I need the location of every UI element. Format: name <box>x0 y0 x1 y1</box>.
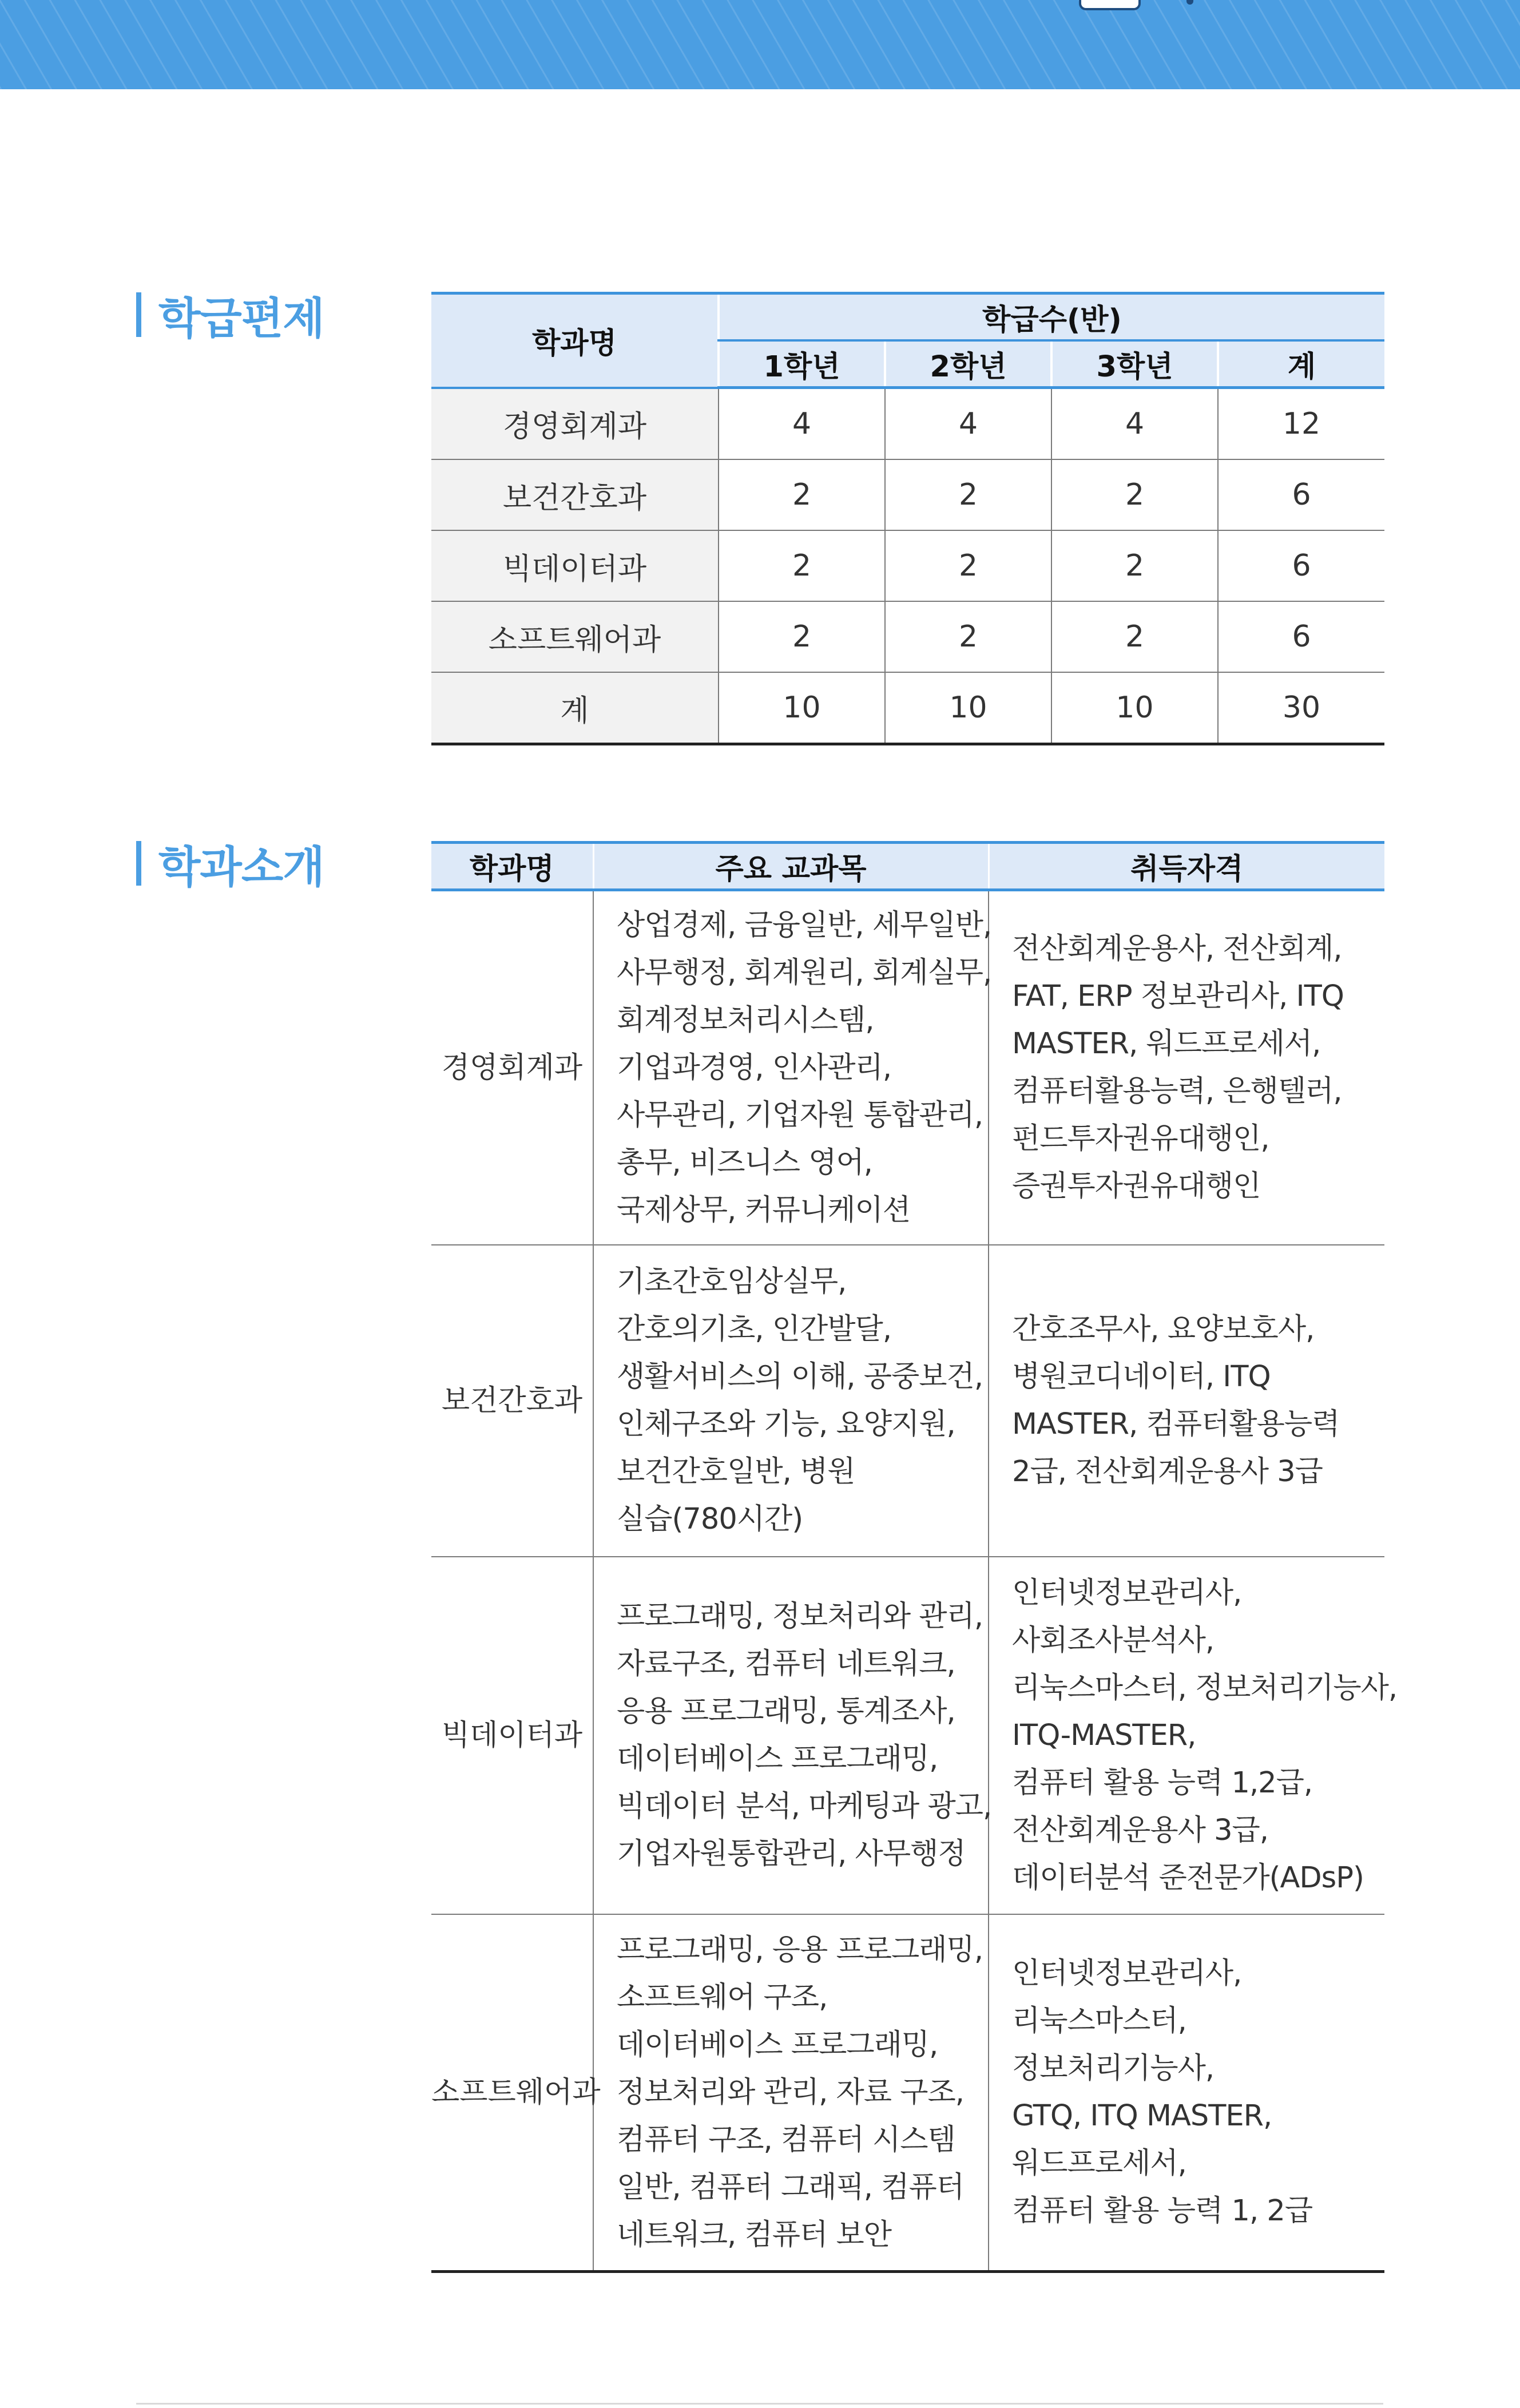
subject-line: 기업자원통합관리, 사무행정 <box>617 1837 966 1871</box>
table-row-total <box>431 672 1384 744</box>
cert-line: 인터넷정보관리사, <box>1012 1576 1242 1610</box>
cell-grade-2: 2 <box>885 601 1051 672</box>
header-subjects: 주요 교과목 <box>593 843 989 890</box>
cert-line: ITQ-MASTER, <box>1012 1718 1196 1752</box>
class-structure-table <box>431 292 1384 745</box>
subject-line: 응용 프로그래밍, 통계조사, <box>617 1695 955 1728</box>
table-row <box>431 601 1384 672</box>
cert-line: 전산회계운용사, 전산회계, <box>1012 932 1342 966</box>
cell-total: 6 <box>1218 530 1384 601</box>
cell-grade-1: 2 <box>719 601 885 672</box>
header-class-count: 학급수(반) <box>719 293 1384 341</box>
cert-line: 컴퓨터활용능력, 은행텔러, <box>1012 1074 1342 1109</box>
cell-grade-2: 10 <box>885 672 1051 744</box>
subject-line: 네트워크, 컴퓨터 보안 <box>617 2217 892 2252</box>
subject-line: 컴퓨터 구조, 컴퓨터 시스템 <box>617 2123 955 2157</box>
header-dept-name: 학과명 <box>431 843 593 890</box>
cert-line: 컴퓨터 활용 능력 1, 2급 <box>1012 2194 1313 2228</box>
title-bar-icon <box>136 841 141 886</box>
cell-grade-1: 4 <box>719 388 885 460</box>
subject-line: 자료구조, 컴퓨터 네트워크, <box>617 1647 955 1681</box>
subject-line: 프로그래밍, 정보처리와 관리, <box>617 1600 983 1633</box>
section-title-text: 학급편제 <box>158 292 324 344</box>
row-dept-name: 보건간호과 <box>431 459 719 530</box>
cell-grade-3: 10 <box>1051 672 1218 744</box>
subjects-cell <box>593 1914 989 2272</box>
cell-grade-2: 2 <box>885 530 1051 601</box>
cert-line: 2급, 전산회계운용사 3급 <box>1012 1455 1323 1489</box>
header-grade-3: 3학년 <box>1051 340 1218 388</box>
book-icon <box>1079 0 1141 10</box>
subject-line: 데이터베이스 프로그래밍, <box>617 2028 938 2062</box>
cert-line: 인터넷정보관리사, <box>1012 1957 1242 1991</box>
cert-line: 컴퓨터 활용 능력 1,2급, <box>1012 1766 1313 1800</box>
subject-line: 사무행정, 회계원리, 회계실무, <box>617 955 992 990</box>
subject-line: 간호의기초, 인간발달, <box>617 1312 892 1346</box>
cert-line: GTQ, ITQ MASTER, <box>1012 2099 1272 2133</box>
cell-grade-1: 2 <box>719 530 885 601</box>
cert-line: MASTER, 컴퓨터활용능력 <box>1012 1407 1340 1441</box>
table-row <box>431 1557 1384 1914</box>
subject-line: 정보처리와 관리, 자료 구조, <box>617 2075 964 2109</box>
row-dept-name: 계 <box>431 672 719 744</box>
dept-intro-table <box>431 841 1398 2273</box>
cell-total: 6 <box>1218 459 1384 530</box>
cert-line: 전산회계운용사 3급, <box>1012 1813 1268 1847</box>
cert-line: 워드프로세서, <box>1012 2147 1186 2181</box>
subject-line: 프로그래밍, 응용 프로그래밍, <box>617 1933 983 1967</box>
cert-line: 펀드투자권유대행인, <box>1012 1122 1269 1156</box>
cert-line: 리눅스마스터, <box>1012 2004 1186 2038</box>
row-dept-name: 경영회계과 <box>431 388 719 460</box>
cert-line: 간호조무사, 요양보호사, <box>1012 1312 1315 1346</box>
cell-grade-3: 2 <box>1051 459 1218 530</box>
certs-cell <box>989 1245 1384 1557</box>
subject-line: 실습(780시간) <box>617 1502 803 1536</box>
subject-line: 기초간호임상실무, <box>617 1265 847 1299</box>
cert-line: 증권투자권유대행인 <box>1012 1169 1261 1204</box>
header-grade-1: 1학년 <box>719 340 885 388</box>
bottom-divider <box>136 2403 1383 2405</box>
cell-grade-2: 2 <box>885 459 1051 530</box>
subjects-cell <box>593 890 992 1245</box>
subject-line: 사무관리, 기업자원 통합관리, <box>617 1098 983 1132</box>
certs-cell <box>989 1557 1398 1914</box>
certs-cell <box>989 1914 1384 2272</box>
header-certs: 취득자격 <box>989 843 1384 890</box>
cert-line: 리눅스마스터, 정보처리기능사, <box>1012 1671 1398 1705</box>
cert-line: MASTER, 워드프로세서, <box>1012 1027 1321 1061</box>
subject-line: 기업과경영, 인사관리, <box>617 1050 892 1085</box>
title-bar-icon <box>136 292 141 337</box>
subject-line: 빅데이터 분석, 마케팅과 광고, <box>617 1790 992 1823</box>
cell-total: 6 <box>1218 601 1384 672</box>
section-title-text: 학과소개 <box>158 841 324 892</box>
subject-line: 소프트웨어 구조, <box>617 1980 828 2014</box>
table-row <box>431 1245 1384 1557</box>
dot-icon <box>1186 0 1193 5</box>
table-row <box>431 459 1384 530</box>
table-row <box>431 530 1384 601</box>
cell-grade-2: 4 <box>885 388 1051 460</box>
header-grade-2: 2학년 <box>885 340 1051 388</box>
table-row <box>431 1914 1384 2272</box>
cell-total: 12 <box>1218 388 1384 460</box>
subjects-cell <box>593 1557 992 1914</box>
section-title-dept-intro <box>136 838 324 892</box>
cell-total: 30 <box>1218 672 1384 744</box>
subject-line: 데이터베이스 프로그래밍, <box>617 1742 938 1776</box>
row-dept-name: 보건간호과 <box>431 1245 593 1557</box>
header-dept-name: 학과명 <box>431 293 719 388</box>
certs-cell <box>989 890 1384 1245</box>
subject-line: 회계정보처리시스템, <box>617 1003 874 1037</box>
cert-line: 데이터분석 준전문가(ADsP) <box>1012 1860 1364 1895</box>
subjects-cell <box>593 1245 989 1557</box>
row-dept-name: 빅데이터과 <box>431 530 719 601</box>
top-banner <box>0 0 1520 89</box>
subject-line: 국제상무, 커뮤니케이션 <box>617 1193 911 1227</box>
cert-line: FAT, ERP 정보관리사, ITQ <box>1012 979 1344 1014</box>
subject-line: 인체구조와 기능, 요양지원, <box>617 1407 955 1441</box>
row-dept-name: 경영회계과 <box>431 890 593 1245</box>
section-title-class-structure <box>136 289 324 344</box>
subject-line: 일반, 컴퓨터 그래픽, 컴퓨터 <box>617 2170 964 2204</box>
row-dept-name: 소프트웨어과 <box>431 1914 593 2272</box>
row-dept-name: 빅데이터과 <box>431 1557 593 1914</box>
cert-line: 병원코디네이터, ITQ <box>1012 1360 1271 1394</box>
cert-line: 정보처리기능사, <box>1012 2052 1215 2086</box>
cell-grade-3: 2 <box>1051 530 1218 601</box>
subject-line: 총무, 비즈니스 영어, <box>617 1145 872 1180</box>
row-dept-name: 소프트웨어과 <box>431 601 719 672</box>
cert-line: 사회조사분석사, <box>1012 1623 1215 1657</box>
header-total: 계 <box>1218 340 1384 388</box>
cell-grade-1: 10 <box>719 672 885 744</box>
cell-grade-3: 4 <box>1051 388 1218 460</box>
subject-line: 생활서비스의 이해, 공중보건, <box>617 1360 983 1394</box>
table-row <box>431 388 1384 460</box>
subject-line: 상업경제, 금융일반, 세무일반, <box>617 908 992 942</box>
cell-grade-1: 2 <box>719 459 885 530</box>
cell-grade-3: 2 <box>1051 601 1218 672</box>
subject-line: 보건간호일반, 병원 <box>617 1455 855 1489</box>
table-row <box>431 890 1384 1245</box>
